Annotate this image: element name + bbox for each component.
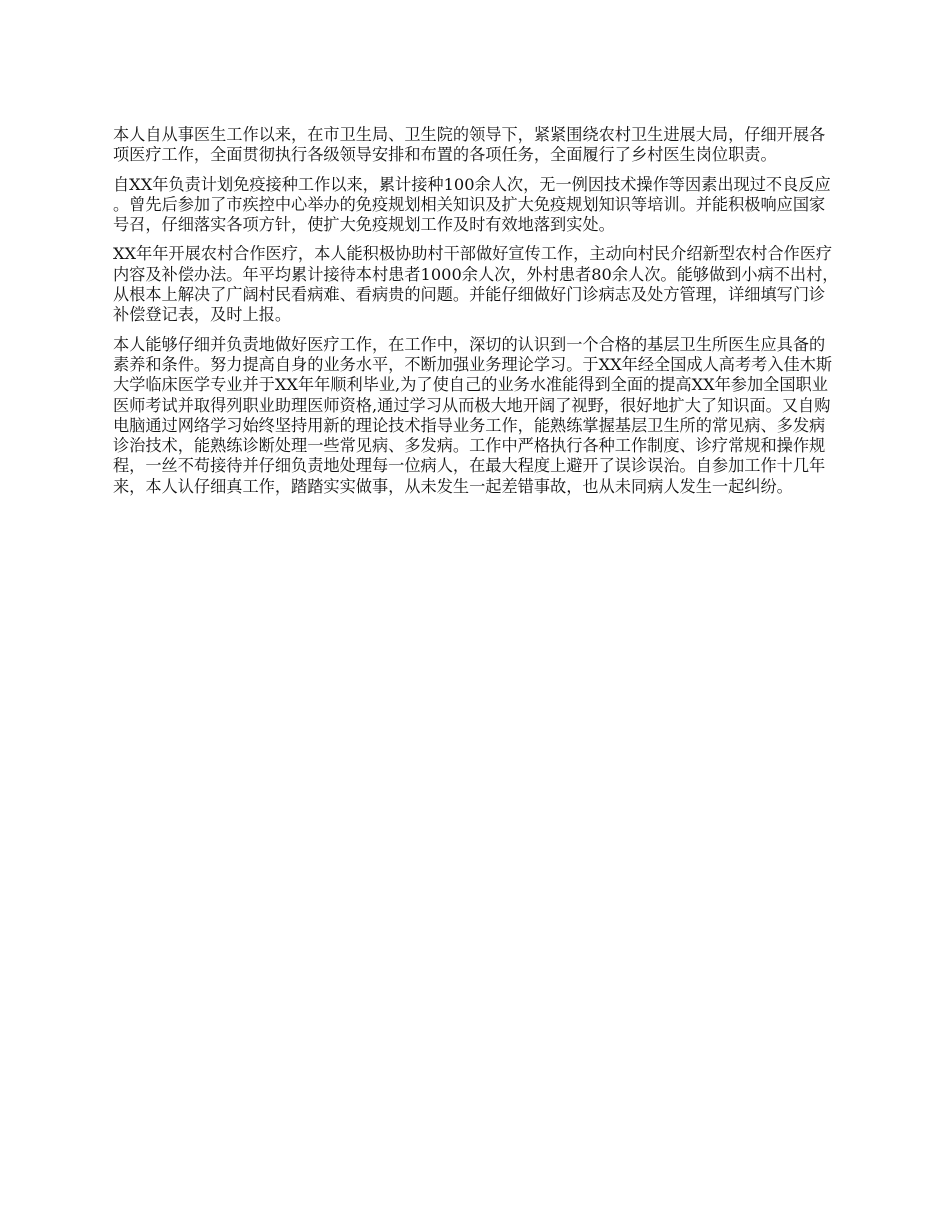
paragraph-4: 本人能够仔细并负责地做好医疗工作，在工作中，深切的认识到一个合格的基层卫生所医生应具备的素养和条件。努力提高自身的业务水平，不断加强业务理论学习。于XX年经全国成人高考考入佳木斯大学临床医学专业并于XX年年顺利毕业,为了使自己的业务水准能得到全面的提高XX年参加全国职业医师考试并取得列职业助理医师资格,通过学习从而极大地开阔了视野，很好地扩大了知识面。又自购电脑通过网络学习始终坚持用新的理论技术指导业务工作，能熟练掌握基层卫生所的常见病、多发病诊治技术，能熟练诊断处理一些常见病、多发病。工作中严格执行各种工作制度、诊疗常规和操作规程，一丝不苟接待并仔细负责地处理每一位病人，在最大程度上避开了误诊误治。自参加工作十几年来，本人认仔细真工作，踏踏实实做事，从未发生一起差错事故，也从未同病人发生一起纠纷。 xyxy=(113,334,833,496)
paragraph-2: 自XX年负责计划免疫接种工作以来，累计接种100余人次，无一例因技术操作等因素出现过不良反应。曾先后参加了市疾控中心举办的免疫规划相关知识及扩大免疫规划知识等培训。并能积极响应国家号召，仔细落实各项方针，使扩大免疫规划工作及时有效地落到实处。 xyxy=(113,174,831,235)
paragraph-3: XX年年开展农村合作医疗，本人能积极协助村干部做好宣传工作，主动向村民介绍新型农村合作医疗内容及补偿办法。年平均累计接待本村患者1000余人次，外村患者80余人次。能够做到小病不出村，从根本上解决了广阔村民看病难、看病贵的问题。并能仔细做好门诊病志及处方管理，详细填写门诊补偿登记表，及时上报。 xyxy=(113,244,839,325)
document-body xyxy=(113,125,841,506)
paragraph-1: 本人自从事医生工作以来，在市卫生局、卫生院的领导下，紧紧围绕农村卫生进展大局，仔细开展各项医疗工作，全面贯彻执行各级领导安排和布置的各项任务，全面履行了乡村医生岗位职责。 xyxy=(113,125,826,165)
